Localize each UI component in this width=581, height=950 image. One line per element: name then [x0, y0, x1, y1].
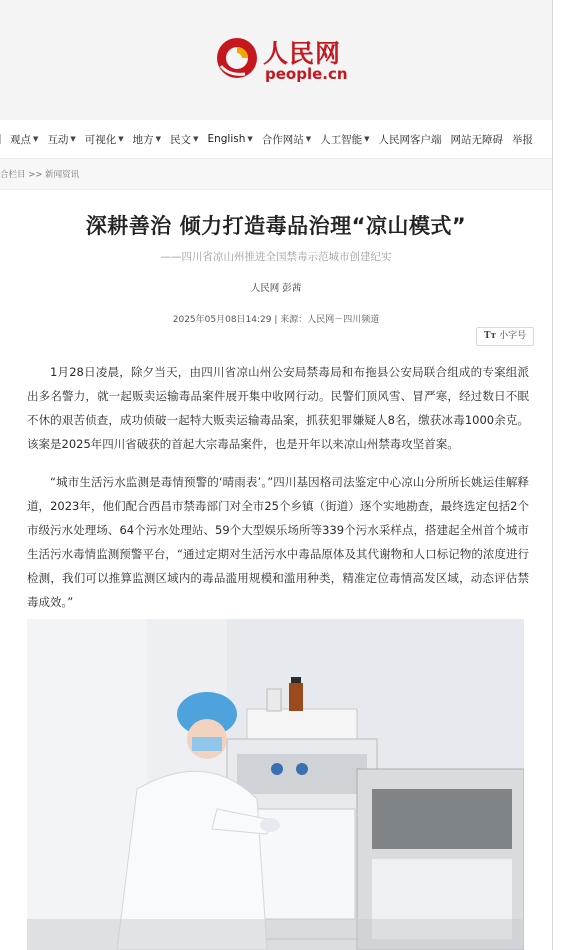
nav-item-label: 举报	[512, 133, 534, 146]
logo-chinese-text: 人民网	[263, 39, 342, 68]
article-subtitle: ——四川省凉山州推进全国禁毒示范城市创建纪实	[160, 251, 392, 263]
nav-item-5[interactable]	[207, 133, 252, 145]
chevron-down-icon: ▼	[305, 135, 312, 143]
chevron-down-icon: ▼	[70, 135, 76, 143]
nav-item-9[interactable]	[451, 132, 504, 147]
article-paragraph: “城市生活污水监测是毒情预警的‘晴雨表’。”四川基因格司法鉴定中心凉山分所所长姚运佳解释道，2023年，他们配合西昌市禁毒部门对全市25个乡镇（街道）逐个实地勘查，最终选定包括2个市级污水处理场、64个污水处理站、59个大型娱乐场所等339个污水采样点，搭建起全州首个城市生活污水毒情监测预警平台，“通过定期对生活污水中毒品原体及其代谢物和人口标记物的浓度进行检测，我们可以推算监测区域内的毒品滥用规模和滥用种类，精准定位毒情高发区域，动态评估禁毒成效。”	[27, 475, 529, 609]
nav-item-7[interactable]	[320, 132, 369, 147]
chevron-down-icon: ▼	[247, 135, 253, 143]
chevron-down-icon: ▼	[155, 135, 162, 143]
chevron-down-icon: ▼	[118, 135, 124, 143]
nav-item-label: 地方	[132, 133, 154, 146]
font-size-label: 小字号	[499, 331, 527, 341]
people-logo-icon	[215, 36, 259, 80]
page-edge-divider	[552, 0, 553, 950]
nav-item-3[interactable]	[133, 132, 161, 147]
nav-item-8[interactable]	[379, 132, 442, 147]
chevron-down-icon: ▼	[33, 135, 39, 143]
nav-item-label: 人工智能	[320, 133, 363, 146]
nav-item-4[interactable]	[170, 132, 198, 147]
nav-item-2[interactable]	[85, 132, 124, 147]
breadcrumb-bar	[0, 158, 552, 190]
chevron-down-icon: ▼	[364, 135, 370, 143]
logo-english-text: people.cn	[265, 65, 348, 83]
article-meta: 2025年05月08日14:29 | 来源：人民网－四川频道	[172, 315, 380, 325]
nav-item-label: 互动	[47, 133, 69, 146]
font-size-icon: Tт	[483, 331, 497, 341]
article-photo	[27, 619, 524, 950]
nav-divider	[0, 134, 1, 144]
nav-item-label: 观点	[10, 133, 31, 146]
site-header	[0, 0, 552, 120]
nav-item-10[interactable]	[512, 132, 533, 147]
nav-item-label: 人民网客户端	[378, 133, 442, 146]
article-paragraph: 1月28日凌晨，除夕当天，由四川省凉山州公安局禁毒局和布拖县公安局联合组成的专案组派出多名警力，就一起贩卖运输毒品案件展开集中收网行动。民警们顶风雪、冒严寒，经过数日不眠不休的艰苦侦查，成功侦破一起特大贩卖运输毒品案，抓获犯罪嫌疑人8名，缴获冰毒1000余克。该案是2025年四川省破获的首起大宗毒品案件，也是开年以来凉山州禁毒攻坚首案。	[27, 365, 529, 451]
nav-item-label: 民文	[170, 133, 192, 146]
font-size-toggle-button[interactable]	[476, 327, 534, 346]
main-nav	[0, 120, 552, 158]
article-title: 深耕善治 倾力打造毒品治理“凉山模式”	[85, 214, 467, 238]
breadcrumb[interactable]: 合栏目 >> 新闻资讯	[0, 170, 80, 180]
nav-item-label: 可视化	[84, 133, 117, 146]
article-author: 人民网 彭茜	[250, 283, 302, 294]
nav-item-0[interactable]	[10, 132, 38, 147]
nav-item-6[interactable]	[262, 132, 311, 147]
nav-item-label: 合作网站	[261, 133, 304, 146]
nav-item-label: English	[207, 133, 246, 145]
lab-scene-image	[27, 619, 524, 950]
nav-item-1[interactable]	[47, 132, 75, 147]
chevron-down-icon: ▼	[193, 135, 199, 143]
nav-item-label: 网站无障碍	[450, 133, 504, 146]
site-logo[interactable]	[215, 34, 350, 86]
